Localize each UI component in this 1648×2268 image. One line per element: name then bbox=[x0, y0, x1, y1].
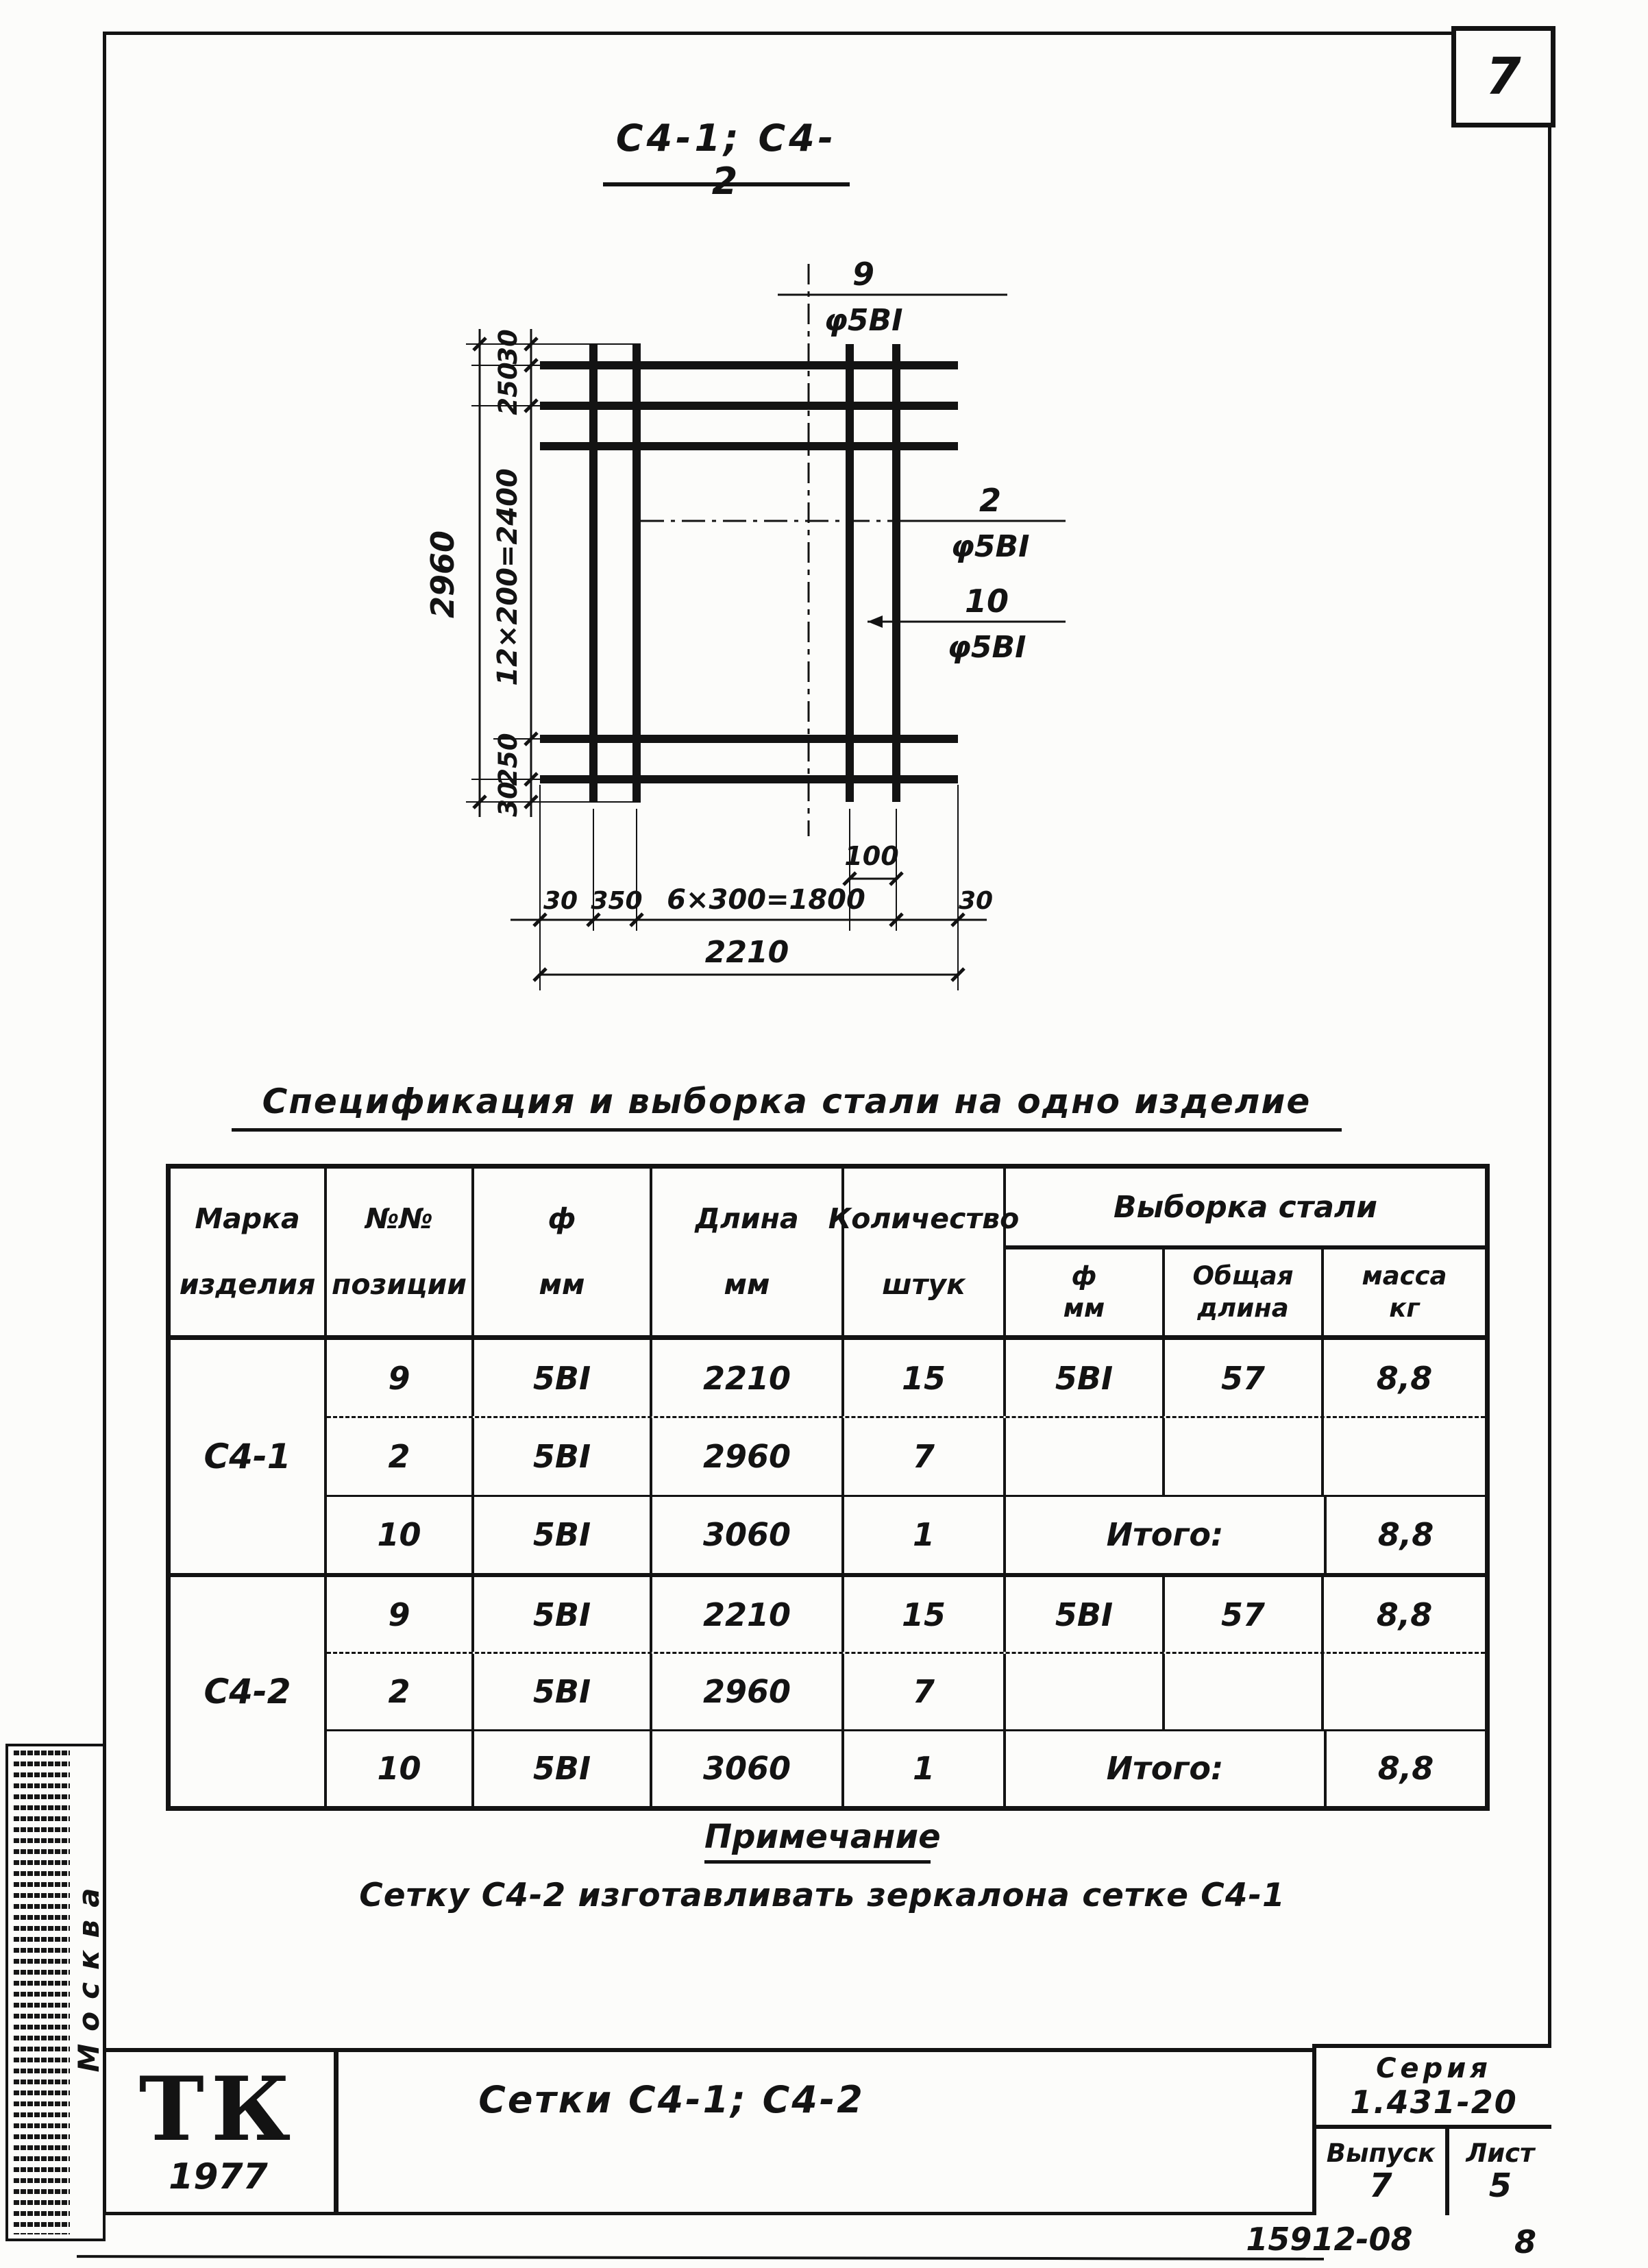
cell-length: 2960 bbox=[652, 1418, 844, 1494]
document-number: 15912-08 bbox=[1246, 2221, 1413, 2258]
cell-pos: 2 bbox=[327, 1418, 474, 1494]
cell-sel-dia bbox=[1006, 1654, 1165, 1729]
mesh-bars bbox=[540, 344, 958, 802]
header-mark: Марка изделия bbox=[171, 1169, 327, 1335]
cell-sel-mass: 8,8 bbox=[1376, 1596, 1433, 1633]
series-box bbox=[1312, 2044, 1551, 2215]
sheet-cell bbox=[1449, 2129, 1551, 2215]
cell-length: 2960 bbox=[652, 1654, 844, 1729]
scan-edge-line bbox=[77, 2255, 1324, 2260]
cell-qty: 7 bbox=[844, 1418, 1006, 1494]
cell-length: 2210 bbox=[652, 1577, 844, 1652]
series-value: 1.431-20 bbox=[1350, 2083, 1518, 2121]
table-row bbox=[327, 1729, 1485, 1806]
cell-pos: 10 bbox=[327, 1731, 474, 1806]
callout-9 bbox=[778, 256, 1007, 338]
issue-label: Выпуск bbox=[1326, 2138, 1436, 2169]
handwritten-sheet-mark: 8 bbox=[1514, 2223, 1536, 2260]
cell-total-label: Итого: bbox=[1006, 1497, 1327, 1573]
header-selection-group bbox=[1006, 1169, 1485, 1335]
dim-bottom-chain-2: 6×300=1800 bbox=[667, 884, 865, 916]
sheet-value: 5 bbox=[1488, 2166, 1512, 2205]
tk-logo-box bbox=[103, 2048, 339, 2215]
cell-sel-mass bbox=[1324, 1418, 1485, 1494]
dim-bottom-chain-1: 350 bbox=[591, 887, 643, 915]
cell-qty: 15 bbox=[844, 1340, 1006, 1416]
dim-bottom-chain-3: 30 bbox=[958, 887, 994, 915]
cell-total-mass: 8,8 bbox=[1377, 1750, 1434, 1788]
drawing-heading: С4-1; С4-2 bbox=[603, 137, 850, 186]
spec-table bbox=[166, 1164, 1490, 1811]
page-number-box bbox=[1451, 26, 1555, 127]
header-dia: ф мм bbox=[474, 1169, 652, 1335]
callout-pos: 2 bbox=[979, 482, 1002, 519]
cell-qty: 7 bbox=[844, 1654, 1006, 1729]
org-stamp-illegible-text bbox=[12, 1751, 70, 2234]
stamp-city: Москва bbox=[72, 1875, 106, 2073]
cell-sel-length: 57 bbox=[1165, 1340, 1324, 1416]
cell-dia: 5ВI bbox=[474, 1497, 652, 1573]
cell-sel-length: 57 bbox=[1165, 1577, 1324, 1652]
cell-length: 3060 bbox=[652, 1497, 844, 1573]
cell-dia: 5ВI bbox=[474, 1340, 652, 1416]
spec-table-title: Спецификация и выборка стали на одно изделие bbox=[232, 1082, 1342, 1132]
dim-bottom-chain-0: 30 bbox=[543, 887, 578, 915]
callout-dia: φ5ВI bbox=[950, 529, 1030, 564]
issue-cell bbox=[1316, 2129, 1449, 2215]
cell-length: 3060 bbox=[652, 1731, 844, 1806]
cell-dia: 5ВI bbox=[474, 1731, 652, 1806]
header-sel-length: Общая длина bbox=[1165, 1249, 1324, 1335]
issue-value: 7 bbox=[1369, 2166, 1392, 2205]
dim-bottom-overall: 2210 bbox=[704, 935, 789, 970]
series-cell bbox=[1316, 2048, 1551, 2129]
note-text: Сетку С4-2 изготавливать зеркалона сетке С4-1 bbox=[359, 1877, 1286, 1914]
tk-year: 1977 bbox=[169, 2156, 268, 2197]
cell-dia: 5ВI bbox=[474, 1577, 652, 1652]
dim-left-chain-4: 30 bbox=[493, 781, 523, 817]
cell-sel-mass: 8,8 bbox=[1376, 1359, 1433, 1397]
callout-dia: φ5ВI bbox=[947, 630, 1026, 665]
header-length: Длина мм bbox=[652, 1169, 844, 1335]
callout-pos: 10 bbox=[964, 583, 1009, 620]
dim-left-chain-1: 250 bbox=[493, 362, 523, 415]
header-pos: №№ позиции bbox=[327, 1169, 474, 1335]
cell-pos: 10 bbox=[327, 1497, 474, 1573]
cell-qty: 1 bbox=[844, 1497, 1006, 1573]
header-sel-dia: ф мм bbox=[1006, 1249, 1165, 1335]
product-mark: С4-2 bbox=[171, 1577, 327, 1806]
cell-qty: 1 bbox=[844, 1731, 1006, 1806]
cell-pos: 9 bbox=[327, 1577, 474, 1652]
cell-total-mass: 8,8 bbox=[1377, 1516, 1434, 1554]
cell-dia: 5ВI bbox=[474, 1418, 652, 1494]
dim-bottom-gap: 100 bbox=[844, 841, 899, 871]
cell-dia: 5ВI bbox=[474, 1654, 652, 1729]
series-label: Серия bbox=[1376, 2052, 1492, 2084]
page-number: 7 bbox=[1486, 47, 1521, 106]
title-block-title: Сетки С4-1; С4-2 bbox=[478, 2078, 865, 2121]
cell-sel-length bbox=[1165, 1418, 1324, 1494]
cell-pos: 9 bbox=[327, 1340, 474, 1416]
note-title: Примечание bbox=[704, 1818, 931, 1864]
cell-length: 2210 bbox=[652, 1340, 844, 1416]
header-selection: Выборка стали bbox=[1006, 1169, 1485, 1249]
table-row bbox=[327, 1652, 1485, 1729]
spec-table-header bbox=[171, 1169, 1485, 1340]
tk-logo: ТК bbox=[138, 2058, 298, 2161]
cell-sel-mass bbox=[1324, 1654, 1485, 1729]
callout-pos: 9 bbox=[852, 256, 875, 293]
cell-sel-dia: 5ВI bbox=[1006, 1340, 1165, 1416]
table-row bbox=[327, 1577, 1485, 1652]
header-sel-mass: масса кг bbox=[1362, 1260, 1447, 1323]
sheet-label: Лист bbox=[1466, 2138, 1535, 2169]
table-group-c4-1 bbox=[171, 1340, 1485, 1573]
table-row bbox=[327, 1416, 1485, 1494]
cell-sel-dia bbox=[1006, 1418, 1165, 1494]
table-group-c4-2 bbox=[171, 1573, 1485, 1806]
cell-total-label: Итого: bbox=[1006, 1731, 1327, 1806]
dim-left-chain-3: 250 bbox=[493, 733, 523, 786]
dim-left-chain-2: 12×200=2400 bbox=[492, 468, 524, 686]
dim-left-overall: 2960 bbox=[424, 530, 461, 619]
mesh-drawing bbox=[384, 226, 1137, 1014]
table-row bbox=[327, 1340, 1485, 1416]
table-row bbox=[327, 1495, 1485, 1573]
callout-dia: φ5ВI bbox=[824, 303, 903, 338]
header-qty: Количество штук bbox=[844, 1169, 1006, 1335]
dim-left-chain-0: 30 bbox=[493, 329, 523, 365]
cell-sel-dia: 5ВI bbox=[1006, 1577, 1165, 1652]
product-mark: С4-1 bbox=[171, 1340, 327, 1573]
cell-pos: 2 bbox=[327, 1654, 474, 1729]
cell-sel-length bbox=[1165, 1654, 1324, 1729]
cell-qty: 15 bbox=[844, 1577, 1006, 1652]
